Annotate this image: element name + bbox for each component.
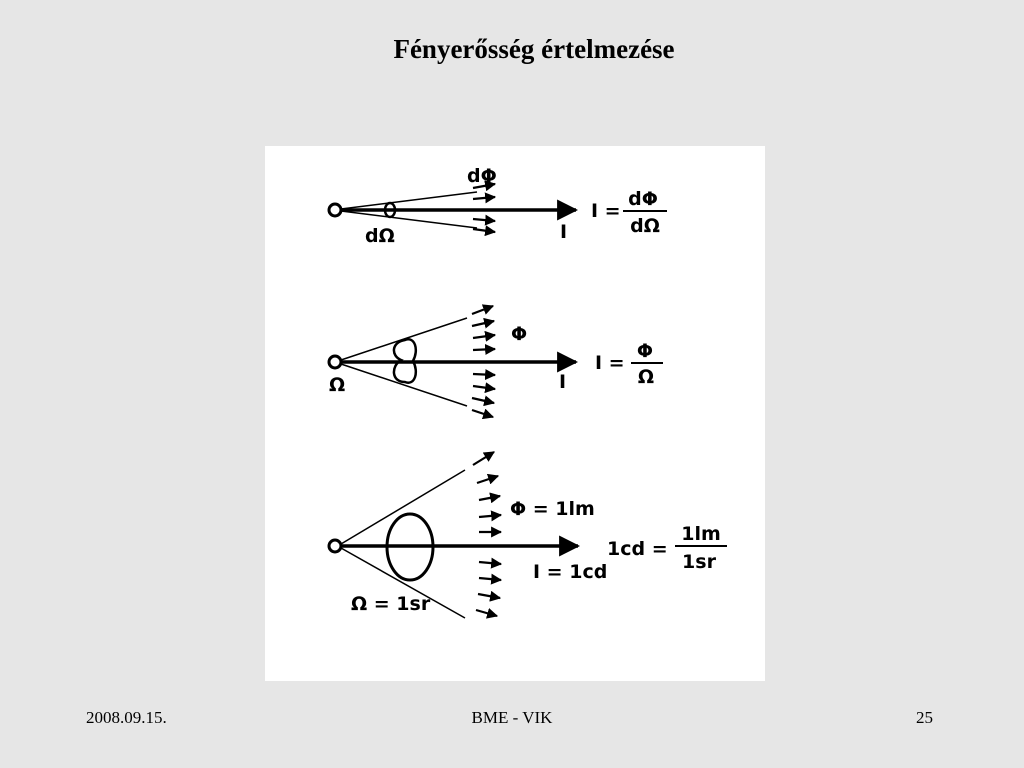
cone-edge-lower [341, 364, 467, 406]
diagram-finite [329, 306, 663, 417]
formula-lhs: I = [595, 352, 625, 374]
page-number: 25 [916, 708, 933, 727]
cone-edge-lower [341, 211, 477, 228]
footer-organization: BME - VIK [471, 708, 553, 727]
flux-label: Φ [511, 323, 528, 345]
footer-date: 2008.09.15. [86, 708, 167, 727]
cone-edge-upper [341, 470, 465, 544]
diagram-unit [329, 452, 727, 618]
solid-angle-label: Ω = 1sr [351, 593, 431, 615]
formula-numerator: 1lm [681, 523, 721, 545]
source-point [329, 204, 341, 216]
intensity-label: I [559, 371, 567, 393]
source-point [329, 356, 341, 368]
diagram-differential [329, 165, 667, 247]
intensity-label: I [560, 221, 568, 243]
source-point [329, 540, 341, 552]
formula [591, 188, 667, 237]
flux-arrows [473, 184, 495, 232]
flux-label: Φ = 1lm [510, 498, 595, 520]
intensity-label: I = 1cd [533, 561, 608, 583]
flux-arrows [473, 452, 501, 616]
formula-denominator: dΩ [630, 215, 660, 237]
cone-edge-upper [341, 192, 477, 209]
figure-svg [265, 146, 765, 681]
formula [607, 523, 727, 573]
formula-lhs: 1cd = [607, 538, 668, 560]
solid-angle-label: dΩ [365, 225, 395, 247]
formula-lhs: I = [591, 200, 621, 222]
formula [595, 340, 663, 388]
flux-label: dΦ [467, 165, 497, 187]
formula-numerator: dΦ [628, 188, 658, 210]
solid-angle-label: Ω [329, 374, 346, 396]
luminous-intensity-figure [265, 146, 765, 681]
formula-denominator: 1sr [682, 551, 716, 573]
formula-denominator: Ω [637, 366, 655, 388]
slide-title: Fényerősség értelmezése [393, 34, 675, 64]
formula-numerator: Φ [636, 340, 654, 362]
